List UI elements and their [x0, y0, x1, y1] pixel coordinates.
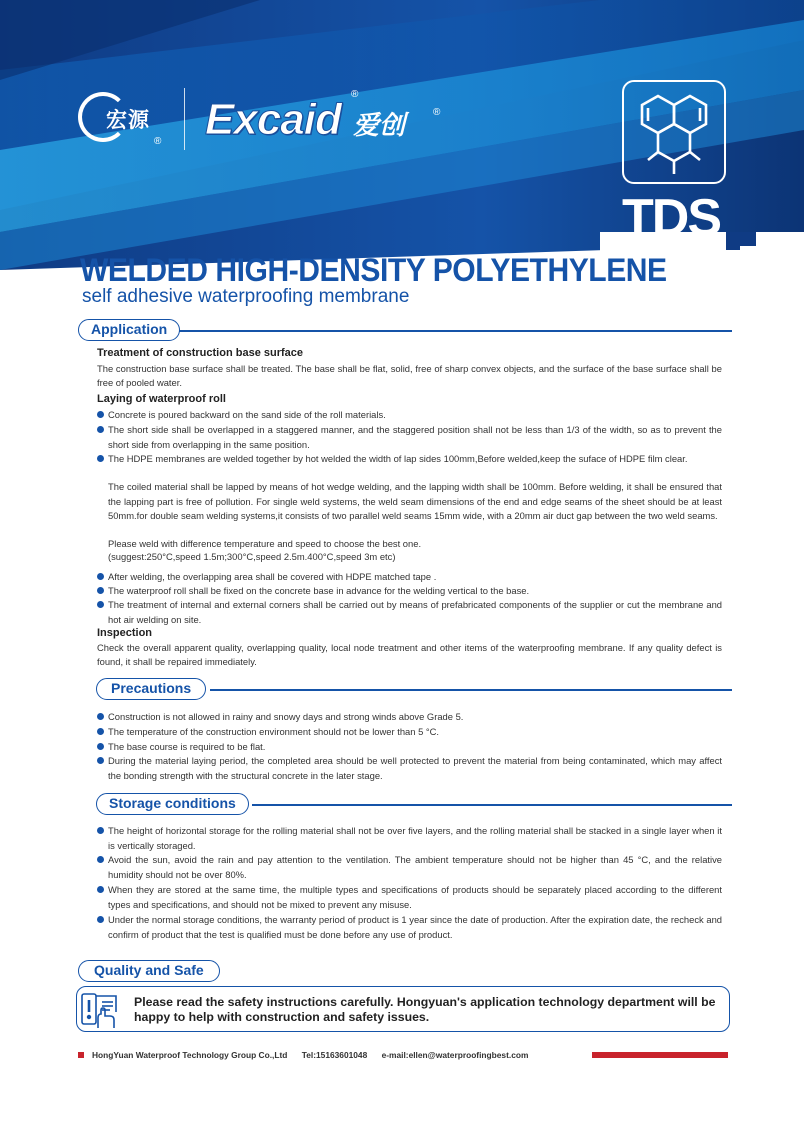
- weld-suggestion-text: (suggest:250°C,speed 1.5m;300°C,speed 2.5m.400°C,speed 3m etc): [108, 551, 396, 562]
- application-section-heading: [78, 319, 732, 341]
- bullet-icon: [97, 455, 104, 462]
- footer: [92, 1050, 540, 1060]
- list-item: The base course is required to be flat.: [108, 740, 722, 755]
- page-subtitle: self adhesive waterproofing membrane: [82, 286, 410, 307]
- bullet-icon: [97, 573, 104, 580]
- storage-section-heading: [96, 793, 732, 815]
- section-rule: [210, 689, 732, 691]
- footer-tel: Tel:15163601048: [301, 1050, 368, 1060]
- logo-divider: [184, 88, 185, 150]
- coiled-material-text: The coiled material shall be lapped by means of hot wedge welding, and the lapping width shall be 100mm. Before welding, it shall be ensured that the lapping part is free of pollution. For single weld systems, the weld seam dimensions of the end and edge seams of the sheet should be at least 50mm.for double seam welding systems,it consists of two parallel weld seams 15mm wide, with a 20mm air duct gap between the two weld seams.: [108, 481, 722, 522]
- footer-email[interactable]: e-mail:ellen@waterproofingbest.com: [381, 1050, 529, 1060]
- excaid-logo: [205, 89, 441, 145]
- bullet-icon: [97, 757, 104, 764]
- excaid-brand-text: Excaid: [205, 95, 341, 144]
- list-item: The HDPE membranes are welded together by hot welded the width of lap sides 100mm,Before welded,keep the suface of HDPE film clear.: [108, 452, 722, 467]
- precautions-section-heading: [96, 678, 732, 700]
- base-surface-text: The construction base surface shall be treated. The base shall be flat, solid, free of sharp convex objects, and the surface of the base surface shall be free of pooled water.: [97, 363, 722, 388]
- header-banner: [0, 0, 804, 280]
- base-surface-title: Treatment of construction base surface: [97, 347, 303, 359]
- bullet-icon: [97, 916, 104, 923]
- hongyuan-logo: [74, 86, 174, 150]
- bullet-icon: [97, 886, 104, 893]
- list-item: The temperature of the construction environment should not be lower than 5 °C.: [108, 725, 722, 740]
- list-item: After welding, the overlapping area shall be covered with HDPE matched tape .: [108, 570, 722, 585]
- bullet-icon: [97, 827, 104, 834]
- section-rule: [252, 804, 732, 806]
- bullet-icon: [97, 728, 104, 735]
- list-item: During the material laying period, the completed area should be well protected to prevent the material from being contaminated, which may affect the bonding strength with the structural concrete in the later stage.: [108, 754, 722, 783]
- page-title: WELDED HIGH-DENSITY POLYETHYLENE: [80, 252, 667, 288]
- footer-square-marker: [78, 1052, 84, 1058]
- list-item: The short side shall be overlapped in a staggered manner, and the staggered position shall not be less than 1/3 of the width, so as to prevent the short side from overlapping in the same position.: [108, 423, 722, 452]
- inspection-text: Check the overall apparent quality, overlapping quality, local node treatment and other items of the waterproofing membrane. If any quality defect is found, it shall be repaired immediately.: [97, 642, 722, 667]
- list-item: Under the normal storage conditions, the warranty period of product is 1 year since the date of production. After the expiration date, the recheck and confirm of product that the test is qualified must be done before any use of product.: [108, 913, 722, 942]
- safety-manual-icon: [80, 990, 124, 1030]
- footer-company: HongYuan Waterproof Technology Group Co.,Ltd: [92, 1050, 288, 1060]
- hongyuan-logo-text: 宏源: [106, 108, 150, 132]
- quality-section-heading: [78, 960, 238, 982]
- list-item: The waterproof roll shall be fixed on the concrete base in advance for the welding vertical to the base.: [108, 584, 722, 599]
- tds-badge: TDS: [622, 189, 720, 247]
- safety-notice-text: Please read the safety instructions carefully. Hongyuan's application technology department will be happy to help with construction and safety issues.: [134, 995, 716, 1024]
- list-item: Avoid the sun, avoid the rain and pay attention to the ventilation. The ambient temperature should not be higher than 45 °C, and the relative humidity should not be over 80%.: [108, 853, 722, 882]
- list-item: Concrete is poured backward on the sand side of the roll materials.: [108, 408, 722, 423]
- excaid-cn-registered-mark: ®: [433, 107, 441, 118]
- excaid-registered-mark: ®: [351, 89, 359, 100]
- bullet-icon: [97, 713, 104, 720]
- quality-heading: Quality and Safe: [78, 960, 220, 982]
- list-item: The height of horizontal storage for the rolling material shall not be over five layers, and the rolling material shall be stacked in a single layer when it is vertically storaged.: [108, 824, 722, 853]
- inspection-title: Inspection: [97, 627, 153, 639]
- hongyuan-registered-mark: ®: [154, 136, 162, 147]
- bullet-icon: [97, 601, 104, 608]
- weld-advice-text: Please weld with difference temperature and speed to choose the best one.: [108, 538, 422, 549]
- laying-title: Laying of waterproof roll: [97, 393, 226, 405]
- bullet-icon: [97, 856, 104, 863]
- footer-accent-bar: [592, 1052, 728, 1058]
- storage-heading: Storage conditions: [96, 793, 249, 815]
- list-item: Construction is not allowed in rainy and snowy days and strong winds above Grade 5.: [108, 710, 722, 725]
- bullet-icon: [97, 411, 104, 418]
- molecule-hexagon-icon: [622, 80, 726, 184]
- precautions-heading: Precautions: [96, 678, 206, 700]
- section-rule: [178, 330, 732, 332]
- list-item: When they are stored at the same time, the multiple types and specifications of products should be separately placed according to the different types and specifications, and should not be mixed to prevent any misuse.: [108, 883, 722, 912]
- list-item: The treatment of internal and external corners shall be carried out by means of prefabricated components of the supplier or cut the membrane and hot air welding on site.: [108, 598, 722, 627]
- excaid-cn-text: 爱创: [353, 111, 406, 141]
- bullet-icon: [97, 743, 104, 750]
- bullet-icon: [97, 587, 104, 594]
- bullet-icon: [97, 426, 104, 433]
- application-heading: Application: [78, 319, 180, 341]
